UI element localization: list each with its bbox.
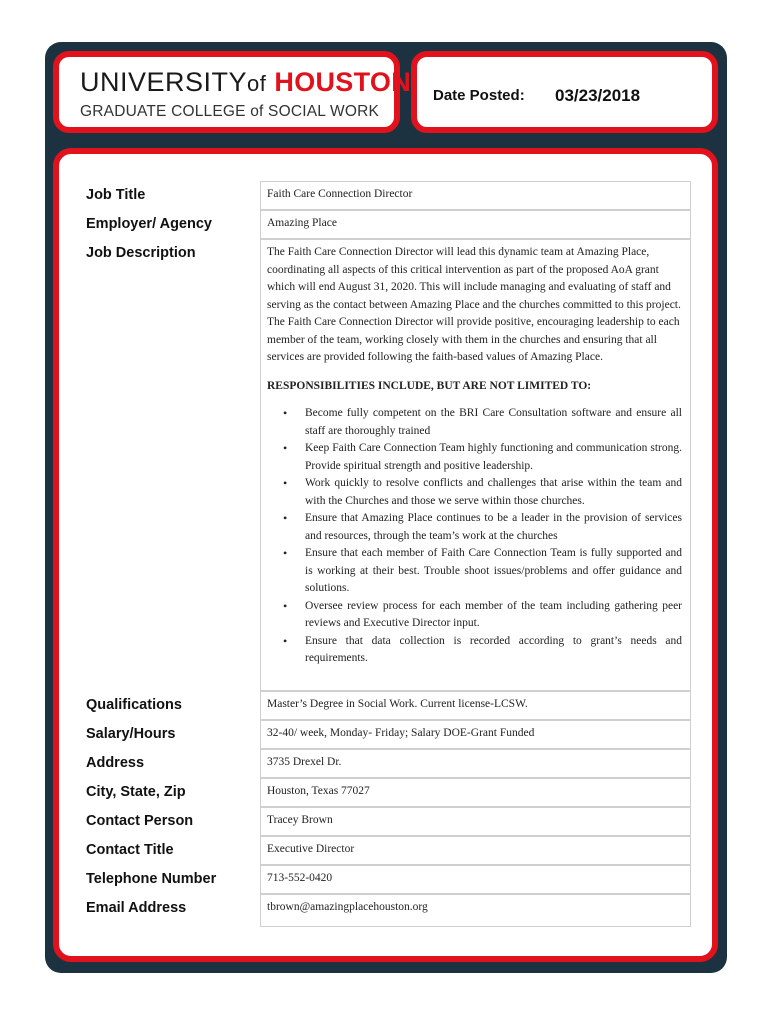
row-qualifications <box>80 691 692 720</box>
contact-title-cell <box>260 836 691 865</box>
contact-person-value: Tracey Brown <box>267 814 333 826</box>
row-contact-title <box>80 836 692 865</box>
list-item: • Work quickly to resolve conflicts and challenges that arise within the team and with the Churches and those we serve within those churches. <box>305 475 684 510</box>
logo-college-name: GRADUATE COLLEGE of SOCIAL WORK <box>80 103 380 120</box>
email-label: Email Address <box>86 900 187 916</box>
list-item: • Oversee review process for each member of the team including gathering peer reviews and Executive Director input. <box>305 598 684 633</box>
address-value: 3735 Drexel Dr. <box>267 756 342 768</box>
date-posted-box <box>411 51 718 133</box>
job-title-value: Faith Care Connection Director <box>267 188 413 200</box>
address-label: Address <box>86 755 145 771</box>
responsibilities-heading: RESPONSIBILITIES INCLUDE, BUT ARE NOT LIMITED TO: <box>267 379 592 392</box>
row-job-description <box>80 239 692 691</box>
city-state-zip-value: Houston, Texas 77027 <box>267 785 370 797</box>
qualifications-value: Master’s Degree in Social Work. Current license-LCSW. <box>267 698 528 710</box>
list-item: • Ensure that Amazing Place continues to be a leader in the provision of services and resources, through the team’s work at the churches <box>305 510 684 545</box>
telephone-cell <box>260 865 691 894</box>
responsibilities-list <box>267 405 684 668</box>
row-employer <box>80 210 692 239</box>
date-posted-label: Date Posted: <box>433 87 525 104</box>
job-description-label: Job Description <box>86 245 196 261</box>
row-contact-person <box>80 807 692 836</box>
list-item: • Ensure that each member of Faith Care Connection Team is fully supported and is working at their best. Trouble shoot issues/problems and offer guidance and solutions. <box>305 545 684 598</box>
logo-wordmark: UNIVERSITYof HOUSTON <box>80 67 412 97</box>
list-item: • Keep Faith Care Connection Team highly functioning and communication strong. Provide spiritual strength and positive leadership. <box>305 440 684 475</box>
employer-value: Amazing Place <box>267 217 337 229</box>
list-item: • Ensure that data collection is recorded according to grant’s needs and requirements. <box>305 633 684 668</box>
university-logo <box>53 51 412 133</box>
address-cell <box>260 749 691 778</box>
telephone-value[interactable]: 713-552-0420 <box>267 872 333 884</box>
telephone-label: Telephone Number <box>86 871 217 887</box>
job-title-label: Job Title <box>86 187 146 203</box>
row-address <box>80 749 692 778</box>
row-salary <box>80 720 692 749</box>
qualifications-label: Qualifications <box>86 697 182 713</box>
email-value[interactable]: tbrown@amazingplacehouston.org <box>267 901 428 913</box>
job-description-cell <box>260 239 691 691</box>
employer-cell <box>260 210 691 239</box>
row-job-title <box>80 181 692 210</box>
contact-person-cell <box>260 807 691 836</box>
contact-person-label: Contact Person <box>86 813 194 829</box>
job-title-cell <box>260 181 691 210</box>
salary-cell <box>260 720 691 749</box>
email-cell <box>260 894 691 927</box>
row-city-state-zip <box>80 778 692 807</box>
job-description-text: The Faith Care Connection Director will lead this dynamic team at Amazing Place, coordinating all aspects of this critical intervention as part of the proposed AoA grant which will end August 31, 2020. This will include managing and evaluating of staff and serving as the contact between Amazing Place and the churches committed to this project. The Faith Care Connection Director will provide positive, encouraging leadership to each member of the team, working closely with them in the churches and ensuring that all services are provided following the faith-based values of Amazing Place. <box>267 246 681 363</box>
row-email <box>80 894 692 927</box>
date-posted-value: 03/23/2018 <box>555 86 641 105</box>
salary-label: Salary/Hours <box>86 726 176 742</box>
list-item: • Become fully competent on the BRI Care Consultation software and ensure all staff are thoroughly trained <box>305 405 684 440</box>
city-state-zip-cell <box>260 778 691 807</box>
job-description-content <box>267 244 684 668</box>
salary-value: 32-40/ week, Monday- Friday; Salary DOE-Grant Funded <box>267 727 535 739</box>
contact-title-value: Executive Director <box>267 843 355 855</box>
employer-label: Employer/ Agency <box>86 216 212 232</box>
row-telephone <box>80 865 692 894</box>
city-state-zip-label: City, State, Zip <box>86 784 186 800</box>
qualifications-cell <box>260 691 691 720</box>
contact-title-label: Contact Title <box>86 842 174 858</box>
